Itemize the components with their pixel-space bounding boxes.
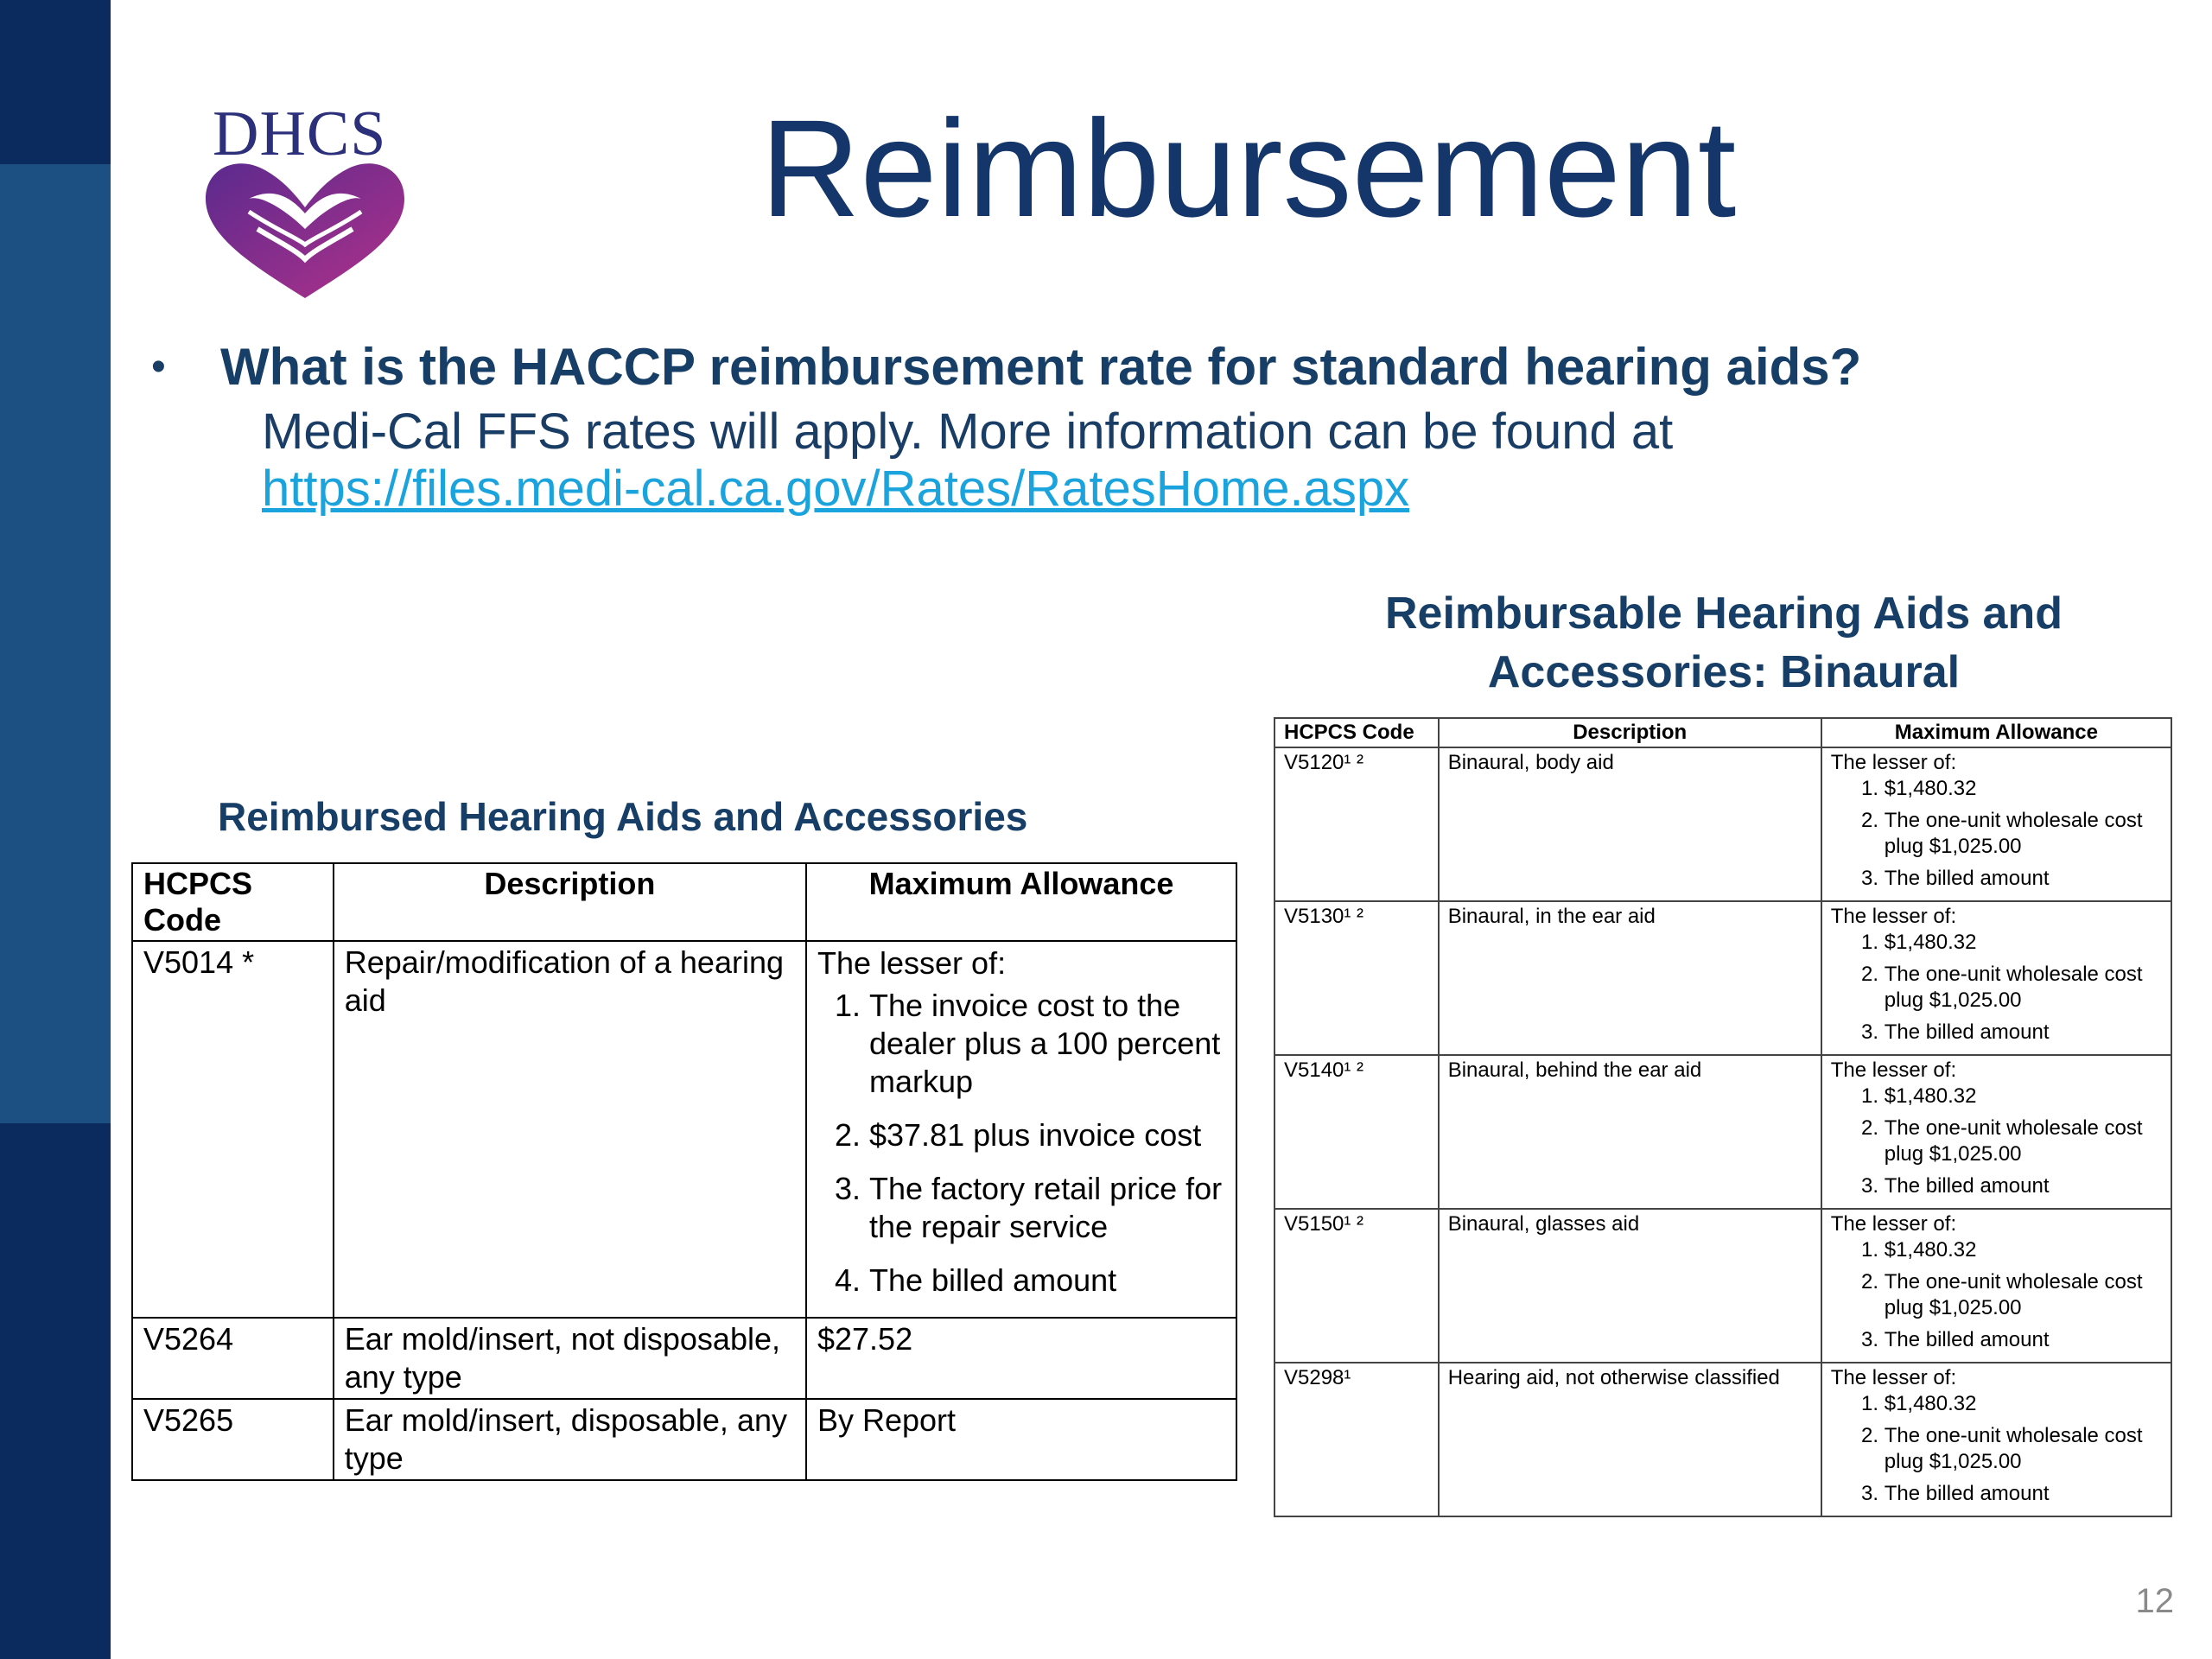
- cell-description: Repair/modification of a hearing aid: [334, 941, 806, 1318]
- allowance-list: [1831, 1391, 2162, 1507]
- header-code: HCPCS Code: [1274, 718, 1439, 747]
- list-item: 4. The billed amount: [869, 1262, 1225, 1300]
- cell-description: Binaural, glasses aid: [1439, 1209, 1821, 1363]
- right-heading-line2: Accessories: Binaural: [1487, 647, 1961, 697]
- rates-link[interactable]: https://files.medi-cal.ca.gov/Rates/RatesHome.aspx: [262, 461, 1410, 517]
- cell-code: V5298¹: [1274, 1363, 1439, 1516]
- list-item: 1. $1,480.32: [1885, 1084, 2162, 1109]
- header-description: Description: [1439, 718, 1821, 747]
- cell-allowance: [1821, 1209, 2171, 1363]
- cell-allowance: [1821, 901, 2171, 1055]
- list-item: 3. The billed amount: [1885, 1481, 2162, 1507]
- list-item: 1. $1,480.32: [1885, 1391, 2162, 1417]
- cell-code: V5140¹ ²: [1274, 1055, 1439, 1209]
- header-allowance: Maximum Allowance: [1821, 718, 2171, 747]
- cell-code: V5150¹ ²: [1274, 1209, 1439, 1363]
- logo-wordmark: DHCS: [213, 99, 387, 169]
- list-item: 2. The one-unit wholesale cost plug $1,025.00: [1885, 808, 2162, 860]
- list-item: 2. The one-unit wholesale cost plug $1,025.00: [1885, 962, 2162, 1014]
- list-item: 3. The billed amount: [1885, 1020, 2162, 1046]
- allowance-lead: The lesser of:: [1830, 1366, 1957, 1389]
- header-description: Description: [334, 863, 806, 941]
- table-row: [1274, 901, 2171, 1055]
- table-row: [1274, 1363, 2171, 1516]
- answer-text: Medi-Cal FFS rates will apply. More information can be found at: [262, 404, 1674, 460]
- page-number: 12: [2135, 1582, 2174, 1620]
- table-row: [1274, 747, 2171, 901]
- table-row: [132, 1318, 1236, 1399]
- allowance-lead: The lesser of:: [1830, 905, 1957, 928]
- list-item: 1. $1,480.32: [1885, 1237, 2162, 1263]
- page-title: Reimbursement: [760, 91, 1737, 245]
- dhcs-logo: [197, 99, 413, 307]
- cell-description: Binaural, behind the ear aid: [1439, 1055, 1821, 1209]
- list-item: 3. The billed amount: [1885, 866, 2162, 892]
- allowance-lead: The lesser of:: [817, 945, 1007, 981]
- bullet: •: [151, 344, 166, 390]
- table-row: [1274, 1055, 2171, 1209]
- binaural-table: [1274, 717, 2172, 1517]
- table-row: [132, 941, 1236, 1318]
- cell-description: Binaural, in the ear aid: [1439, 901, 1821, 1055]
- cell-allowance: By Report: [806, 1399, 1236, 1480]
- list-item: 1. The invoice cost to the dealer plus a 100 percent markup: [869, 987, 1225, 1101]
- cell-allowance: $27.52: [806, 1318, 1236, 1399]
- allowance-list: [1831, 1237, 2162, 1353]
- cell-allowance: [1821, 1055, 2171, 1209]
- left-decorative-band: [0, 164, 111, 1123]
- header-code: HCPCS Code: [132, 863, 334, 941]
- right-heading-line1: Reimbursable Hearing Aids and: [1384, 588, 2063, 639]
- heart-hands-icon: [197, 99, 413, 307]
- header-allowance: Maximum Allowance: [806, 863, 1236, 941]
- list-item: 3. The billed amount: [1885, 1327, 2162, 1353]
- list-item: 2. $37.81 plus invoice cost: [869, 1116, 1225, 1154]
- cell-description: Binaural, body aid: [1439, 747, 1821, 901]
- allowance-list: [1831, 1084, 2162, 1199]
- cell-description: Ear mold/insert, disposable, any type: [334, 1399, 806, 1480]
- list-item: 3. The factory retail price for the repair service: [869, 1170, 1225, 1246]
- cell-code: V5264: [132, 1318, 334, 1399]
- allowance-lead: The lesser of:: [1830, 1212, 1957, 1236]
- reimbursed-table: [131, 862, 1237, 1481]
- right-table-heading: [1270, 584, 2177, 702]
- cell-allowance: [1821, 1363, 2171, 1516]
- cell-description: Hearing aid, not otherwise classified: [1439, 1363, 1821, 1516]
- table-row: [132, 1399, 1236, 1480]
- cell-code: V5265: [132, 1399, 334, 1480]
- list-item: 3. The billed amount: [1885, 1173, 2162, 1199]
- cell-allowance: [1821, 747, 2171, 901]
- list-item: 2. The one-unit wholesale cost plug $1,025.00: [1885, 1116, 2162, 1167]
- cell-description: Ear mold/insert, not disposable, any type: [334, 1318, 806, 1399]
- table-row: [1274, 1209, 2171, 1363]
- allowance-list: [1831, 930, 2162, 1046]
- allowance-lead: The lesser of:: [1830, 1058, 1957, 1082]
- table-header-row: [1274, 718, 2171, 747]
- cell-allowance: [806, 941, 1236, 1318]
- list-item: 1. $1,480.32: [1885, 776, 2162, 802]
- cell-code: V5014 *: [132, 941, 334, 1318]
- table-header-row: [132, 863, 1236, 941]
- cell-code: V5120¹ ²: [1274, 747, 1439, 901]
- cell-code: V5130¹ ²: [1274, 901, 1439, 1055]
- list-item: 2. The one-unit wholesale cost plug $1,025.00: [1885, 1423, 2162, 1475]
- left-decorative-bar: [0, 0, 111, 1659]
- allowance-list: [817, 987, 1225, 1300]
- question-text: What is the HACCP reimbursement rate for standard hearing aids?: [220, 338, 1862, 396]
- list-item: 1. $1,480.32: [1885, 930, 2162, 956]
- left-table-heading: Reimbursed Hearing Aids and Accessories: [218, 794, 1028, 839]
- allowance-list: [1831, 776, 2162, 892]
- list-item: 2. The one-unit wholesale cost plug $1,025.00: [1885, 1269, 2162, 1321]
- allowance-lead: The lesser of:: [1830, 751, 1957, 774]
